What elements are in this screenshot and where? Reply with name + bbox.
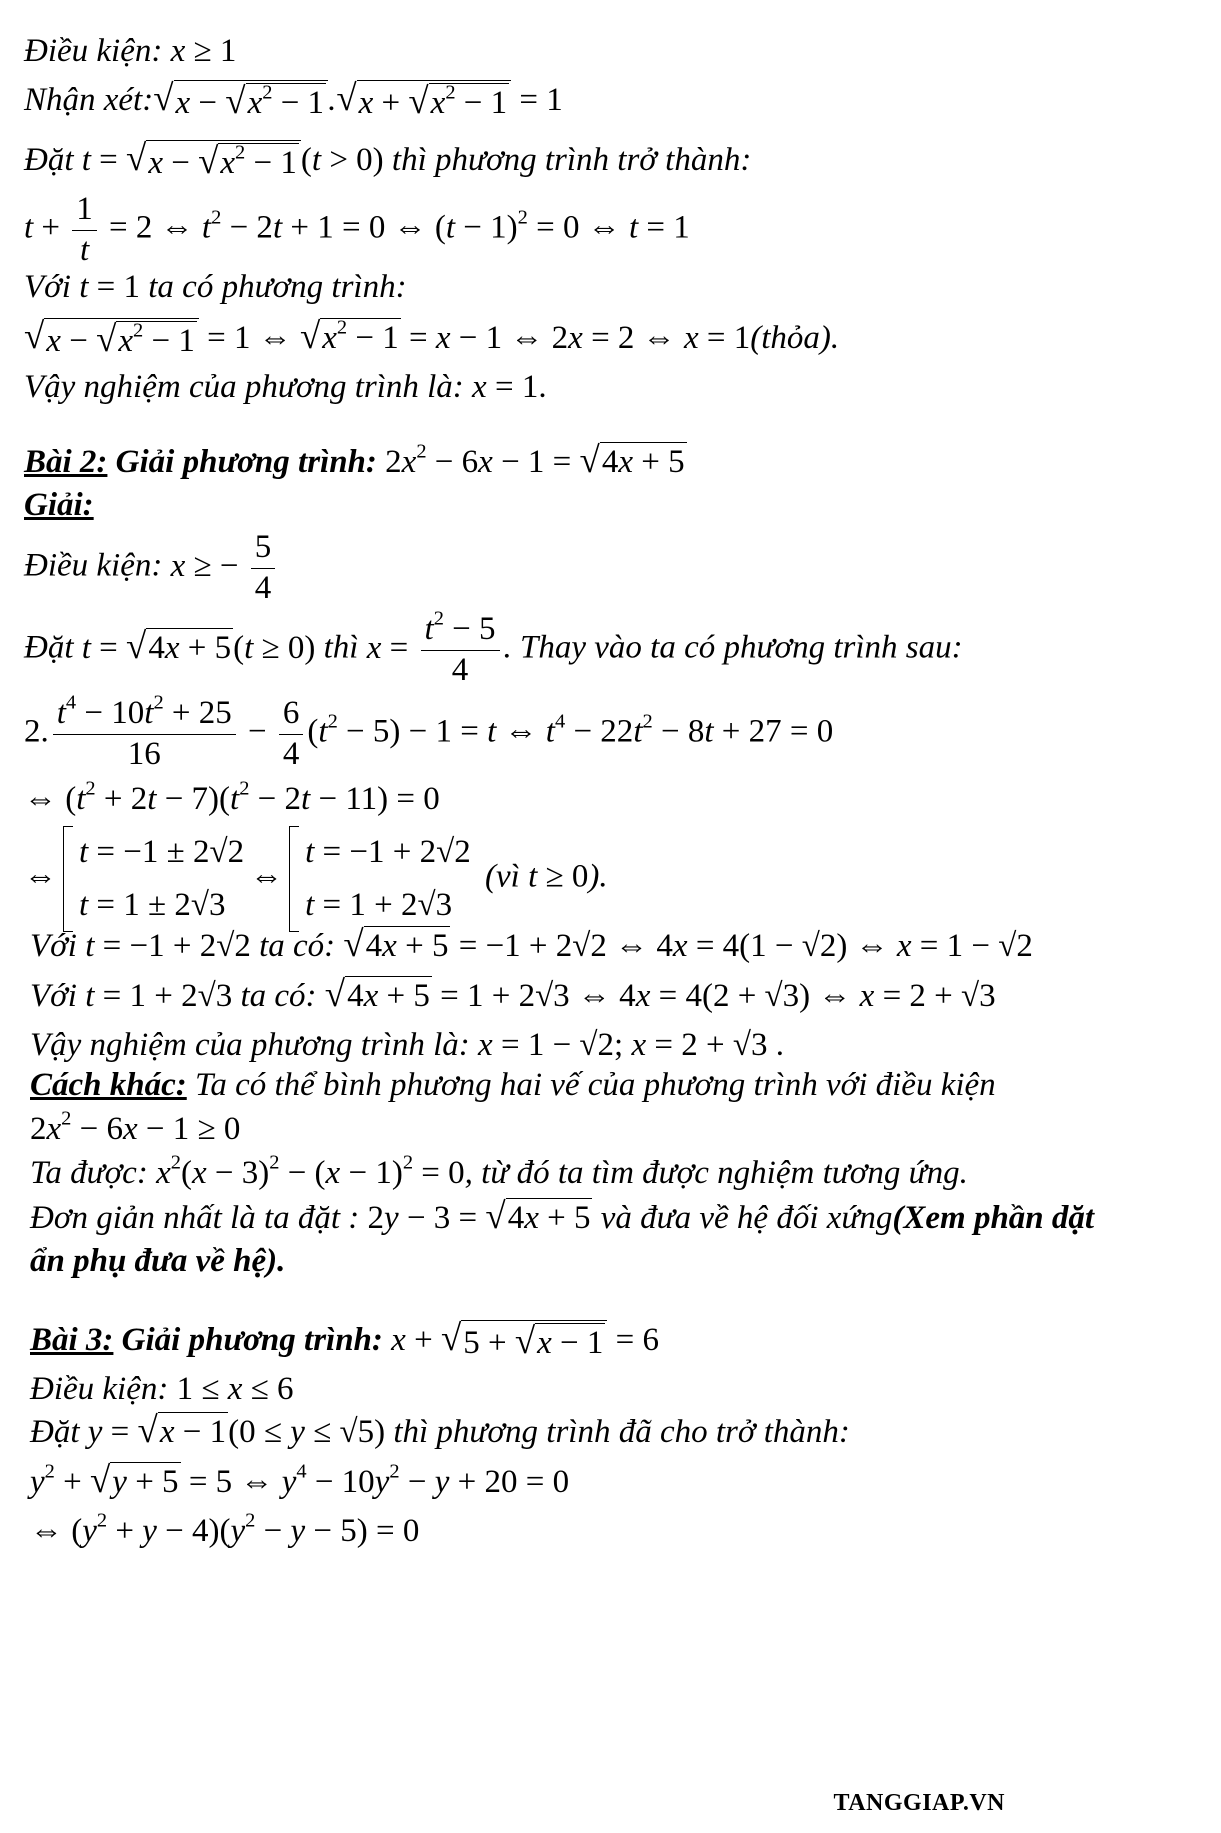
- alt-title: Cách khác:: [30, 1067, 187, 1103]
- quartic-equation: 2. $\frac{t^4 - 10t^2 + 25}{16}$ − $\frac{6}{4}$ $(t^2 - 5) - 1 = t$ ⇔ $t^4 - 22t^2 - 8t + 27 = 0$: [24, 691, 834, 772]
- label: thì phương trình đã cho trở thành:: [393, 1414, 850, 1450]
- label: và đưa về hệ đối xứng: [600, 1200, 893, 1236]
- label: Đặt: [24, 142, 74, 178]
- label: Đơn giản nhất là ta đặt :: [30, 1200, 360, 1236]
- label: Điều kiện:: [24, 33, 163, 69]
- with-t-line: Với t = 1 ta có phương trình:: [24, 269, 407, 305]
- label: ta có:: [259, 928, 336, 964]
- section-number: Bài 2:: [24, 444, 108, 480]
- label: Vậy nghiệm của phương trình là:: [30, 1027, 470, 1063]
- label: ta có phương trình:: [148, 269, 407, 305]
- label: Đặt: [24, 629, 74, 666]
- label: (thỏa).: [750, 320, 840, 356]
- label: thì: [323, 629, 359, 666]
- label: Với: [30, 978, 77, 1014]
- label: Vậy nghiệm của phương trình là:: [24, 369, 464, 405]
- conclusion-line-2: Vậy nghiệm của phương trình là: x = 1 − √2; x = 2 + √3 .: [30, 1027, 784, 1063]
- label: Với: [24, 269, 71, 305]
- y-equation: $y^2$ + √ y + 5 = 5 ⇔ $y^4 - 10y^2 - y + 20 = 0$: [30, 1459, 570, 1500]
- substitution-line: Đặt t = √ x − √ $x^2 - 1$ (t > 0) thì phương trình trở thành:: [24, 137, 752, 181]
- label: Điều kiện:: [30, 1371, 169, 1407]
- conclusion-line-1: Vậy nghiệm của phương trình là: x = 1.: [24, 369, 547, 405]
- condition-line-3: Điều kiện: 1 ≤ x ≤ 6: [30, 1371, 294, 1407]
- label: Nhận xét:: [24, 82, 154, 118]
- bai2-title: Bài 2: Giải phương trình: $2x^2 - 6x - 1$ = √ 4x + 5: [24, 439, 685, 480]
- solution-label: Giải:: [24, 487, 94, 523]
- label: Ta được:: [30, 1155, 148, 1191]
- label: (vì: [485, 858, 520, 895]
- factor-line: ⇔ $(t^2 + 2t - 7)(t^2 - 2t - 11) = 0$: [24, 777, 440, 817]
- alt-condition: $2x^2 - 6x - 1 \ge 0$: [30, 1107, 241, 1147]
- label: Với: [30, 928, 77, 964]
- label: Điều kiện:: [24, 547, 163, 584]
- cases-line: ⇔ t = −1 ± 2√2 t = 1 ± 2√3 ⇔ t = −1 + 2√2 t = 1 + 2√3 (vì t ≥ 0).: [24, 826, 608, 932]
- remark-line: Nhận xét: √ x − √ $x^2 - 1$ . √ x + √ $x^2 - 1$ = 1: [24, 77, 563, 121]
- section-title: Giải phương trình:: [115, 444, 377, 480]
- simplest-line-2: ẩn phụ đưa về hệ).: [30, 1243, 286, 1279]
- solve-line: √ x − √ $x^2 - 1$ = 1 ⇔ √ $x^2 - 1$ = x − 1 ⇔ 2x = 2 ⇔ x = 1(thỏa).: [24, 315, 840, 359]
- substitution-line-2: Đặt t = √ 4x + 5 (t ≥ 0) thì x = $\frac{t^2 - 5}{4}$ . Thay vào ta có phương trình sau:: [24, 607, 963, 688]
- section-number: Bài 3:: [30, 1322, 114, 1358]
- case1-line: Với t = −1 + 2√2 ta có: √ 4x + 5 = −1 + 2√2 ⇔ 4x = 4(1 − √2) ⇔ x = 1 − √2: [30, 923, 1033, 964]
- alt-method-line: [30, 1066, 996, 1106]
- simplest-line: Đơn giản nhất là ta đặt : 2y − 3 = √ 4x + 5 và đưa về hệ đối xứng(Xem phần dặt: [30, 1195, 1095, 1236]
- label: thì phương trình trở thành:: [391, 142, 752, 178]
- bai3-title: Bài 3: Giải phương trình: x + √ 5 + √ x − 1 = 6: [30, 1317, 660, 1361]
- case2-line: Với t = 1 + 2√3 ta có: √ 4x + 5 = 1 + 2√3 ⇔ 4x = 4(2 + √3) ⇔ x = 2 + √3: [30, 973, 996, 1014]
- condition-line-1: Điều kiện: x ≥ 1: [24, 33, 237, 69]
- equation-line-t: t + $\frac{1}{t}$ = 2 ⇔ $t^2 - 2t + 1 = 0$ ⇔ $(t - 1)^2 = 0$ ⇔ t = 1: [24, 191, 690, 268]
- condition-line-2: Điều kiện: x ≥ − $\frac{5}{4}$: [24, 528, 279, 608]
- label: Đặt: [30, 1414, 80, 1450]
- label: . Thay vào ta có phương trình sau:: [503, 629, 963, 666]
- substitution-line-3: Đặt y = √ x − 1 (0 ≤ y ≤ √5) thì phương trình đã cho trở thành:: [30, 1409, 850, 1450]
- label: ta có:: [240, 978, 317, 1014]
- label: (Xem phần dặt: [892, 1200, 1095, 1236]
- label: Ta có thể bình phương hai vế của phương trình với điều kiện: [195, 1067, 996, 1103]
- y-factor: ⇔ $(y^2 + y - 4)(y^2 - y - 5) = 0$: [30, 1509, 420, 1549]
- obtain-line: Ta được: $x^2(x - 3)^2 - (x - 1)^2 = 0$, từ đó ta tìm được nghiệm tương ứng.: [30, 1151, 968, 1191]
- label: ).: [588, 858, 608, 895]
- label: , từ đó ta tìm được nghiệm tương ứng.: [464, 1155, 968, 1191]
- brand-footer: TANGGIAP.VN: [833, 1790, 1005, 1816]
- section-title: Giải phương trình:: [121, 1322, 383, 1358]
